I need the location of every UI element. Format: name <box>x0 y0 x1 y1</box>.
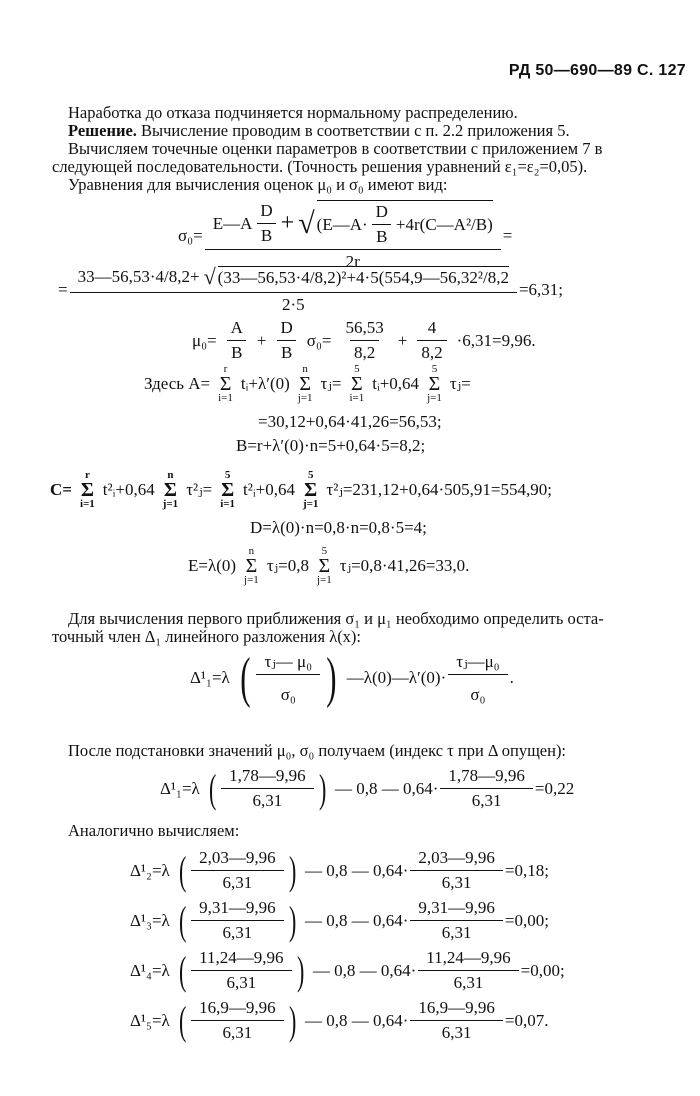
sqrt-icon: √ <box>203 264 216 289</box>
sum-icon: n Σ j=1 <box>244 545 259 586</box>
equation-sigma: σ₀= E—A $\frac{D}{B}$ + √ (E—A· $\frac{D}{B}$ +4r(C—A²/B) 2r = <box>178 201 513 271</box>
para3: После подстановки значений μ₀, σ₀ получаем (индекс τ при Δ опущен): <box>68 741 567 760</box>
sum-icon: 5 Σ j=1 <box>316 545 332 586</box>
equation-E: E=λ(0) n Σ j=1 τⱼ=0,8 5 Σ j=1 τⱼ=0,8·41,26=33,0. <box>188 545 470 586</box>
equation-delta-4: Δ¹₄=λ ( $\frac{11,24—9,96}{6,31}$ ) — 0,8 — 0,64· $\frac{11,24—9,96}{6,31}$ =0,00; <box>130 947 565 993</box>
sum-icon: 5 Σ j=1 <box>302 469 319 510</box>
equation-delta-1: Δ¹₁=λ ( $\frac{1,78—9,96}{6,31}$ ) — 0,8 — 0,64· $\frac{1,78—9,96}{6,31}$ =0,22 <box>160 765 575 811</box>
page-header: РД 50—690—89 С. 127 <box>508 62 686 79</box>
sum-icon: r Σ i=1 <box>218 363 233 404</box>
equation-delta-3: Δ¹₃=λ ( $\frac{9,31—9,96}{6,31}$ ) — 0,8 — 0,64· $\frac{9,31—9,96}{6,31}$ =0,00; <box>130 897 549 943</box>
solution-label: Решение. <box>68 121 137 140</box>
para2-line-1: Для вычисления первого приближения σ₁ и μ₁ необходимо определить оста- <box>68 609 604 628</box>
equation-A: Здесь A= r Σ i=1 tᵢ+λ′(0) n Σ j=1 τⱼ= 5 Σ i=1 tᵢ+0,64 5 Σ j=1 τⱼ= <box>144 363 471 404</box>
equation-delta-5: Δ¹₅=λ ( $\frac{16,9—9,96}{6,31}$ ) — 0,8 — 0,64· $\frac{16,9—9,96}{6,31}$ =0,07. <box>130 997 549 1043</box>
intro-line-1: Наработка до отказа подчиняется нормальному распределению. <box>68 103 518 122</box>
intro-line-2 <box>68 122 680 140</box>
intro-line-5: Уравнения для вычисления оценок μ₀ и σ₀ имеют вид: <box>68 175 448 194</box>
equation-A-result: =30,12+0,64·41,26=56,53; <box>258 412 442 431</box>
sum-icon: 5 Σ j=1 <box>427 363 442 404</box>
sum-icon: r Σ i=1 <box>79 469 95 510</box>
equation-delta-2: Δ¹₂=λ ( $\frac{2,03—9,96}{6,31}$ ) — 0,8 — 0,64· $\frac{2,03—9,96}{6,31}$ =0,18; <box>130 847 549 893</box>
sum-icon: 5 Σ i=1 <box>220 469 236 510</box>
para4: Аналогично вычисляем: <box>68 821 240 840</box>
sum-icon: n Σ j=1 <box>297 363 313 404</box>
solution-text: Вычисление проводим в соответствии с п. 2.2 приложения 5. <box>136 121 570 140</box>
sqrt-icon: √ <box>298 206 315 240</box>
intro-line-3: Вычисляем точечные оценки параметров в соответствии с приложением 7 в <box>68 139 603 158</box>
equation-C: C= r Σ i=1 t²ᵢ+0,64 n Σ j=1 τ²ⱼ= 5 Σ i=1 t²ᵢ+0,64 5 Σ j=1 τ²ⱼ=231,12+0,64·505,91=554,90; <box>50 469 552 510</box>
db-fraction: $\frac{D}{B}$ <box>256 201 276 246</box>
equation-sigma-numeric: = 33—56,53·4/8,2+ √ (33—56,53·4/8,2)²+4·5(554,9—56,32²/8,2 2·5 =6,31; <box>58 264 564 314</box>
equation-mu: μ₀= $\frac{A}{B}$ + $\frac{D}{B}$ σ₀= $\frac{56,53}{8,2}$ + $\frac{4}{8,2}$ ·6,31=9,96. <box>192 318 536 362</box>
sigma-fraction: E—A $\frac{D}{B}$ + √ (E—A· $\frac{D}{B}$ +4r(C—A²/B) 2r <box>209 200 497 272</box>
para2-line-2: точный член Δ₁ линейного разложения λ(x): <box>52 627 362 646</box>
sigma-lhs: σ₀= <box>178 226 203 245</box>
equation-B: B=r+λ′(0)·n=5+0,64·5=8,2; <box>236 436 426 455</box>
sigma-num-left: E—A <box>212 213 253 233</box>
sum-icon: n Σ j=1 <box>162 469 179 510</box>
equation-delta-general: Δ¹₁=λ ( $\frac{\text{τⱼ— μ₀}}{\text{σ₀}}$ ) —λ(0)—λ′(0)· $\frac{\text{τⱼ—μ₀}}{\text{σ₀}}$ . <box>190 647 514 709</box>
sum-icon: 5 Σ i=1 <box>349 363 365 404</box>
intro-line-4: следующей последовательности. (Точность решения уравнений ε₁=ε₂=0,05). <box>52 157 588 176</box>
equation-D: D=λ(0)·n=0,8·n=0,8·5=4; <box>250 518 427 537</box>
